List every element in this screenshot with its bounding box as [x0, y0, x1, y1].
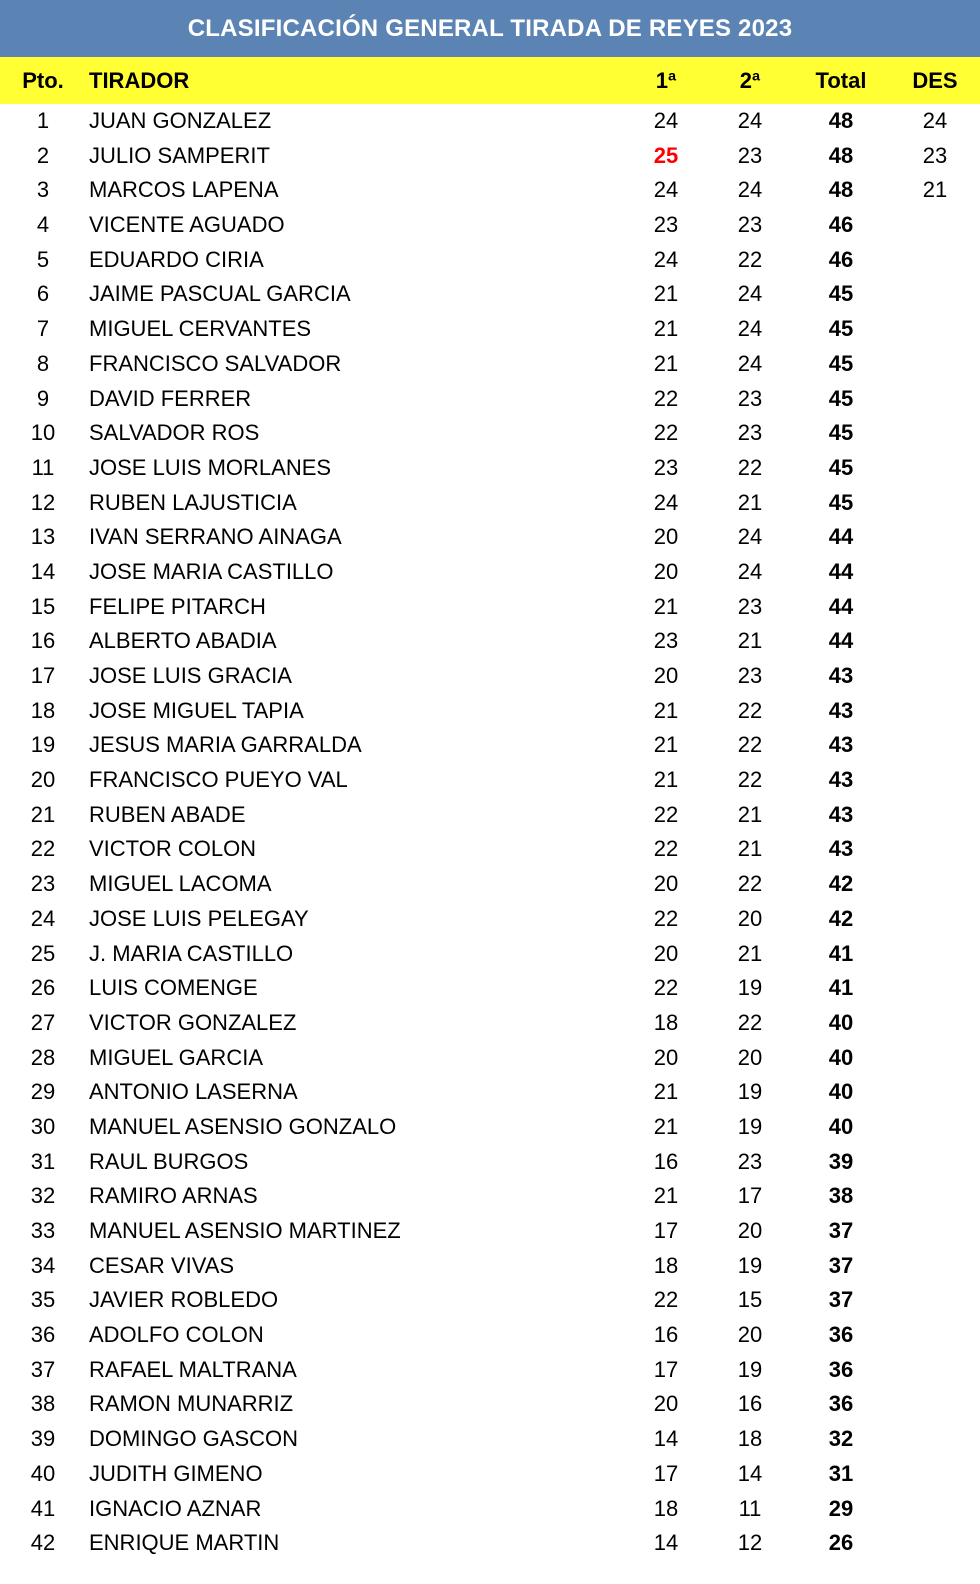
cell-round-2: 24: [737, 350, 763, 376]
cell-total: 41: [828, 940, 854, 966]
cell-total: 45: [828, 350, 854, 376]
cell-round-1: 23: [653, 212, 679, 238]
cell-total: 40: [828, 1113, 854, 1139]
cell-position: 12: [30, 489, 56, 515]
cell-round-1: 17: [653, 1218, 679, 1243]
cell-round-2: 21: [737, 489, 763, 515]
table-row: [0, 1283, 980, 1318]
cell-total: 44: [828, 558, 854, 584]
cell-total: 43: [828, 767, 854, 793]
table-row: [0, 173, 980, 208]
cell-total: 48: [828, 177, 854, 203]
table-row: [0, 1387, 980, 1422]
cell-round-1: 20: [653, 524, 679, 550]
cell-shooter-name: RUBEN LAJUSTICIA: [89, 489, 297, 515]
cell-round-1: 21: [653, 1183, 679, 1209]
cell-round-1: 22: [653, 801, 679, 827]
cell-total: 39: [828, 1148, 854, 1174]
cell-total: 42: [828, 871, 854, 897]
cell-round-1: 21: [653, 697, 679, 723]
cell-round-1: 17: [653, 1460, 679, 1486]
cell-round-2: 19: [737, 1113, 763, 1139]
cell-position: 26: [30, 975, 56, 1001]
standings-table-body: [0, 104, 980, 1561]
cell-total: 41: [828, 975, 854, 1001]
cell-total: 31: [828, 1460, 854, 1486]
cell-round-2: 11: [738, 1495, 762, 1521]
cell-position: 35: [30, 1287, 56, 1313]
cell-shooter-name: RAMIRO ARNAS: [89, 1183, 258, 1209]
cell-round-1: 21: [653, 732, 679, 758]
cell-round-2: 21: [737, 801, 763, 827]
cell-shooter-name: VICTOR GONZALEZ: [89, 1009, 297, 1035]
table-row: [0, 277, 980, 312]
cell-position: 16: [30, 628, 56, 654]
cell-total: 40: [828, 1009, 854, 1035]
cell-shooter-name: LUIS COMENGE: [89, 975, 258, 1001]
cell-tiebreak: 24: [922, 108, 948, 133]
cell-total: 46: [828, 212, 854, 238]
cell-round-1: 17: [653, 1356, 679, 1382]
cell-round-1: 21: [653, 1079, 679, 1105]
cell-round-2: 23: [737, 212, 763, 238]
table-row: [0, 520, 980, 555]
cell-tiebreak: 23: [922, 142, 948, 168]
cell-round-1: 18: [653, 1495, 679, 1521]
header-name: TIRADOR: [89, 68, 190, 93]
cell-shooter-name: RAMON MUNARRIZ: [89, 1391, 294, 1417]
cell-round-1: 22: [653, 420, 679, 446]
cell-total: 38: [828, 1183, 854, 1209]
cell-round-2: 19: [737, 1356, 763, 1382]
cell-round-2: 22: [737, 871, 763, 897]
table-row: [0, 382, 980, 417]
cell-round-2: 22: [737, 732, 763, 758]
cell-total: 44: [828, 628, 854, 654]
cell-position: 30: [30, 1113, 56, 1139]
cell-shooter-name: MANUEL ASENSIO MARTINEZ: [89, 1218, 401, 1243]
cell-total: 45: [828, 454, 854, 480]
cell-total: 43: [828, 836, 854, 862]
cell-round-1: 18: [653, 1252, 679, 1278]
cell-shooter-name: MIGUEL CERVANTES: [89, 316, 312, 342]
table-row: [0, 1075, 980, 1110]
cell-shooter-name: MIGUEL GARCIA: [89, 1044, 263, 1070]
cell-round-2: 14: [737, 1460, 763, 1486]
cell-round-1: 21: [653, 593, 679, 619]
cell-shooter-name: JESUS MARIA GARRALDA: [89, 732, 362, 758]
table-row: [0, 1041, 980, 1076]
cell-shooter-name: DAVID FERRER: [89, 385, 252, 411]
cell-shooter-name: JAIME PASCUAL GARCIA: [89, 281, 351, 307]
cell-round-1: 20: [653, 940, 679, 966]
cell-total: 29: [828, 1495, 854, 1521]
cell-round-2: 15: [737, 1287, 763, 1313]
cell-round-2: 22: [737, 454, 763, 480]
table-row: [0, 1526, 980, 1561]
table-row: [0, 416, 980, 451]
cell-total: 44: [828, 593, 854, 619]
cell-shooter-name: JOSE MIGUEL TAPIA: [89, 697, 304, 723]
cell-position: 13: [30, 524, 56, 550]
cell-round-2: 20: [737, 905, 763, 931]
table-row: [0, 694, 980, 729]
cell-total: 45: [828, 385, 854, 411]
cell-position: 29: [30, 1079, 56, 1105]
cell-shooter-name: RAUL BURGOS: [89, 1148, 249, 1174]
cell-position: 24: [30, 905, 56, 931]
table-row: [0, 1249, 980, 1284]
cell-round-1: 21: [653, 281, 679, 307]
cell-round-2: 23: [737, 385, 763, 411]
cell-total: 48: [828, 108, 854, 133]
cell-position: 39: [30, 1426, 56, 1452]
cell-shooter-name: CESAR VIVAS: [89, 1252, 235, 1278]
cell-position: 8: [36, 350, 50, 376]
cell-round-1: 24: [653, 177, 679, 203]
cell-round-2: 24: [737, 316, 763, 342]
cell-shooter-name: JUDITH GIMENO: [89, 1460, 263, 1486]
cell-round-1: 16: [653, 1148, 679, 1174]
table-row: [0, 347, 980, 382]
cell-shooter-name: VICENTE AGUADO: [89, 212, 285, 238]
cell-total: 48: [828, 142, 854, 168]
cell-shooter-name: FRANCISCO PUEYO VAL: [89, 767, 348, 793]
cell-shooter-name: RAFAEL MALTRANA: [89, 1356, 297, 1382]
cell-position: 28: [30, 1044, 56, 1070]
cell-total: 36: [828, 1322, 854, 1348]
cell-round-1: 22: [653, 905, 679, 931]
cell-total: 46: [828, 246, 854, 272]
header-pos: Pto.: [22, 68, 64, 93]
cell-total: 26: [828, 1530, 854, 1556]
cell-round-2: 16: [737, 1391, 763, 1417]
cell-position: 17: [30, 663, 56, 688]
cell-round-1: 21: [653, 316, 679, 342]
cell-position: 20: [30, 767, 56, 793]
table-row: [0, 451, 980, 486]
cell-position: 1: [36, 108, 50, 133]
cell-round-1: 20: [653, 871, 679, 897]
table-row: [0, 763, 980, 798]
cell-round-1: 22: [653, 836, 679, 862]
cell-position: 4: [36, 212, 50, 238]
cell-round-2: 22: [737, 767, 763, 793]
cell-position: 25: [30, 940, 56, 966]
cell-position: 9: [36, 385, 50, 411]
cell-round-2: 22: [737, 697, 763, 723]
table-row: [0, 312, 980, 347]
cell-position: 40: [30, 1460, 56, 1486]
table-row: [0, 832, 980, 867]
table-row: [0, 486, 980, 521]
cell-position: 11: [31, 454, 55, 480]
cell-shooter-name: JUAN GONZALEZ: [89, 108, 272, 133]
cell-position: 7: [36, 316, 50, 342]
cell-round-1: 23: [653, 454, 679, 480]
table-row: [0, 1318, 980, 1353]
cell-position: 18: [30, 697, 56, 723]
cell-round-1: 21: [653, 1113, 679, 1139]
table-row: [0, 728, 980, 763]
cell-shooter-name: J. MARIA CASTILLO: [89, 940, 294, 966]
cell-round-2: 17: [737, 1183, 763, 1209]
cell-total: 36: [828, 1356, 854, 1382]
cell-total: 44: [828, 524, 854, 550]
cell-shooter-name: SALVADOR ROS: [89, 420, 260, 446]
cell-shooter-name: JULIO SAMPERIT: [89, 142, 270, 168]
cell-total: 32: [828, 1426, 854, 1452]
cell-shooter-name: JOSE MARIA CASTILLO: [89, 558, 334, 584]
cell-shooter-name: IVAN SERRANO AINAGA: [89, 524, 342, 550]
table-row: [0, 1179, 980, 1214]
cell-total: 43: [828, 801, 854, 827]
cell-shooter-name: EDUARDO CIRIA: [89, 246, 264, 272]
cell-shooter-name: VICTOR COLON: [89, 836, 257, 862]
cell-shooter-name: JOSE LUIS MORLANES: [89, 454, 332, 480]
cell-shooter-name: RUBEN ABADE: [89, 801, 246, 827]
cell-round-1: 25: [653, 142, 679, 168]
table-row: [0, 1492, 980, 1527]
table-row: [0, 555, 980, 590]
cell-position: 6: [36, 281, 50, 307]
cell-round-1: 23: [653, 628, 679, 654]
cell-tiebreak: 21: [922, 177, 948, 203]
header-round-1: 1ª: [655, 68, 677, 93]
cell-round-2: 19: [737, 1079, 763, 1105]
table-row: [0, 243, 980, 278]
table-row: [0, 1353, 980, 1388]
cell-position: 22: [30, 836, 56, 862]
cell-shooter-name: ADOLFO COLON: [89, 1322, 264, 1348]
cell-round-1: 21: [653, 767, 679, 793]
cell-shooter-name: MARCOS LAPENA: [89, 177, 279, 203]
table-row: [0, 867, 980, 902]
cell-position: 14: [30, 558, 56, 584]
cell-round-1: 14: [653, 1530, 679, 1556]
cell-round-2: 24: [737, 558, 763, 584]
cell-position: 10: [30, 420, 56, 446]
table-header: [0, 57, 980, 104]
cell-position: 2: [36, 142, 50, 168]
table-row: [0, 971, 980, 1006]
cell-shooter-name: ENRIQUE MARTIN: [89, 1530, 280, 1556]
table-row: [0, 937, 980, 972]
table-row: [0, 208, 980, 243]
header-round-2: 2ª: [739, 68, 761, 93]
cell-round-2: 24: [737, 177, 763, 203]
cell-position: 38: [30, 1391, 56, 1417]
cell-round-2: 23: [737, 663, 763, 688]
table-row: [0, 1006, 980, 1041]
cell-round-2: 23: [737, 1148, 763, 1174]
header-des: DES: [912, 68, 958, 93]
cell-total: 45: [828, 316, 854, 342]
table-row: [0, 798, 980, 833]
cell-position: 21: [30, 801, 56, 827]
table-row: [0, 902, 980, 937]
cell-round-2: 21: [737, 628, 763, 654]
cell-position: 36: [30, 1322, 56, 1348]
cell-position: 19: [30, 732, 56, 758]
cell-round-2: 18: [737, 1426, 763, 1452]
cell-position: 42: [30, 1530, 56, 1556]
cell-total: 43: [828, 663, 854, 688]
cell-round-2: 24: [737, 524, 763, 550]
cell-shooter-name: ALBERTO ABADIA: [89, 628, 277, 654]
table-row: [0, 139, 980, 174]
cell-round-2: 23: [737, 420, 763, 446]
cell-round-1: 22: [653, 385, 679, 411]
cell-round-1: 22: [653, 1287, 679, 1313]
cell-round-1: 16: [653, 1322, 679, 1348]
cell-round-1: 24: [653, 108, 679, 133]
cell-round-1: 24: [653, 489, 679, 515]
cell-total: 45: [828, 420, 854, 446]
table-row: [0, 624, 980, 659]
cell-total: 37: [828, 1287, 854, 1313]
cell-total: 40: [828, 1044, 854, 1070]
cell-position: 23: [30, 871, 56, 897]
cell-position: 15: [30, 593, 56, 619]
cell-shooter-name: FELIPE PITARCH: [89, 593, 266, 619]
cell-position: 33: [30, 1218, 56, 1243]
table-row: [0, 1457, 980, 1492]
cell-shooter-name: JAVIER ROBLEDO: [89, 1287, 279, 1313]
cell-round-2: 24: [737, 108, 763, 133]
cell-round-2: 20: [737, 1044, 763, 1070]
cell-round-1: 18: [653, 1009, 679, 1035]
cell-round-1: 21: [653, 350, 679, 376]
cell-round-2: 23: [737, 142, 763, 168]
cell-position: 5: [36, 246, 50, 272]
cell-round-2: 22: [737, 1009, 763, 1035]
cell-round-2: 19: [737, 975, 763, 1001]
cell-round-2: 20: [737, 1218, 763, 1243]
cell-round-2: 19: [737, 1252, 763, 1278]
cell-total: 43: [828, 732, 854, 758]
cell-shooter-name: MANUEL ASENSIO GONZALO: [89, 1113, 397, 1139]
table-row: [0, 1214, 980, 1249]
table-row: [0, 104, 980, 139]
table-row: [0, 659, 980, 694]
cell-round-1: 14: [653, 1426, 679, 1452]
cell-round-2: 21: [737, 836, 763, 862]
cell-round-1: 20: [653, 1391, 679, 1417]
cell-shooter-name: ANTONIO LASERNA: [89, 1079, 298, 1105]
cell-shooter-name: MIGUEL LACOMA: [89, 871, 272, 897]
cell-total: 36: [828, 1391, 854, 1417]
cell-position: 31: [30, 1148, 56, 1174]
table-row: [0, 1145, 980, 1180]
cell-total: 43: [828, 697, 854, 723]
cell-position: 34: [30, 1252, 56, 1278]
cell-round-1: 20: [653, 663, 679, 688]
cell-round-2: 24: [737, 281, 763, 307]
cell-position: 27: [30, 1009, 56, 1035]
table-row: [0, 1422, 980, 1457]
cell-round-1: 20: [653, 1044, 679, 1070]
cell-round-2: 12: [737, 1530, 763, 1556]
cell-round-2: 20: [737, 1322, 763, 1348]
cell-position: 37: [30, 1356, 56, 1382]
cell-total: 37: [828, 1252, 854, 1278]
cell-total: 37: [828, 1218, 854, 1243]
page-title: CLASIFICACIÓN GENERAL TIRADA DE REYES 2023: [0, 0, 980, 57]
cell-round-1: 24: [653, 246, 679, 272]
cell-position: 3: [36, 177, 50, 203]
cell-round-2: 23: [737, 593, 763, 619]
cell-shooter-name: FRANCISCO SALVADOR: [89, 350, 342, 376]
cell-shooter-name: DOMINGO GASCON: [89, 1426, 299, 1452]
cell-shooter-name: JOSE LUIS PELEGAY: [89, 905, 309, 931]
cell-round-2: 21: [737, 940, 763, 966]
cell-shooter-name: JOSE LUIS GRACIA: [89, 663, 292, 688]
cell-shooter-name: IGNACIO AZNAR: [89, 1495, 262, 1521]
cell-total: 45: [828, 489, 854, 515]
cell-position: 41: [30, 1495, 56, 1521]
cell-total: 45: [828, 281, 854, 307]
header-total: Total: [815, 68, 867, 93]
cell-total: 40: [828, 1079, 854, 1105]
table-row: [0, 590, 980, 625]
cell-round-1: 20: [653, 558, 679, 584]
table-row: [0, 1110, 980, 1145]
cell-total: 42: [828, 905, 854, 931]
cell-round-2: 22: [737, 246, 763, 272]
cell-round-1: 22: [653, 975, 679, 1001]
cell-position: 32: [30, 1183, 56, 1209]
